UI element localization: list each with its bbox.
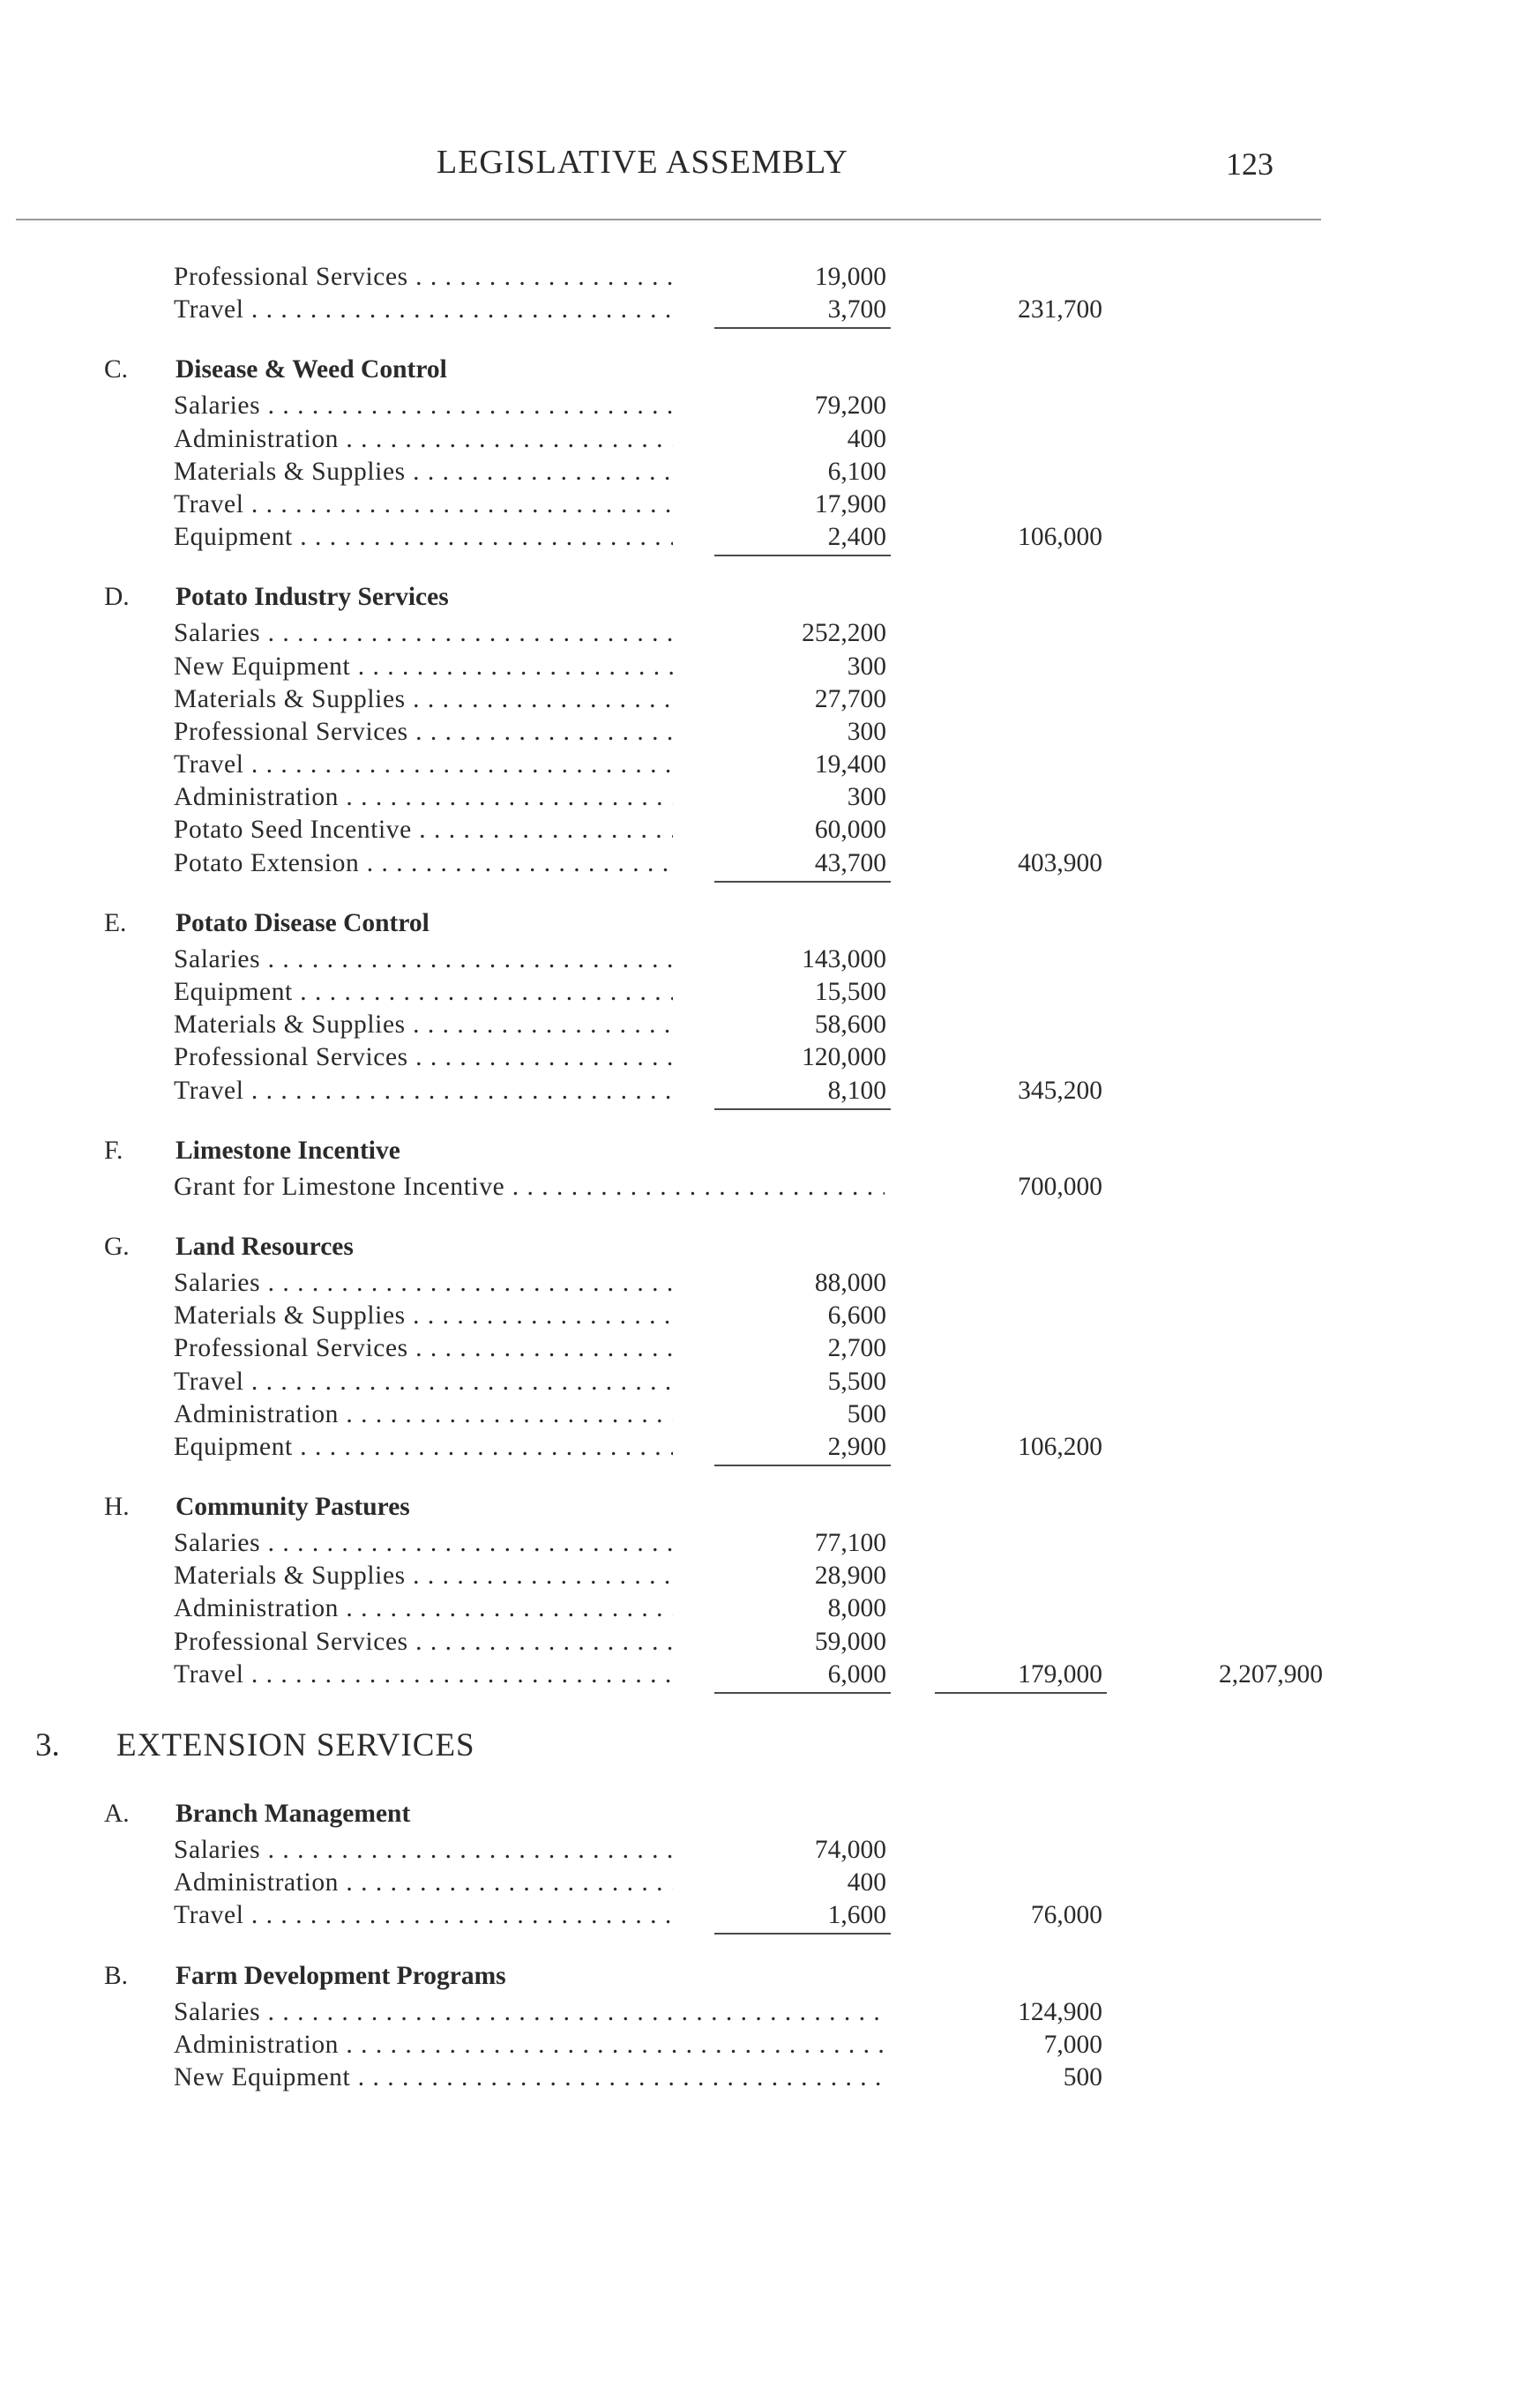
line-item-row [0, 488, 1516, 521]
line-item-amount: 400 [847, 424, 886, 453]
line-item-amount: 19,400 [814, 750, 886, 779]
line-item-row [0, 847, 1516, 880]
section-subtotal: 345,200 [1018, 1076, 1102, 1105]
section-subtotal: 179,000 [1018, 1659, 1102, 1689]
section-heading [0, 577, 1516, 617]
line-item-row [0, 1171, 1516, 1204]
line-item-amount: 28,900 [814, 1562, 886, 1591]
section-letter: F. [104, 1136, 123, 1165]
line-item-amount: 2,400 [827, 523, 886, 552]
line-item-row [0, 390, 1516, 422]
line-item-amount: 300 [847, 783, 886, 812]
line-item-label: Equipment . . . [174, 976, 673, 1009]
line-item-row [0, 456, 1516, 488]
section-total-amount: 7,000 [1043, 2030, 1102, 2059]
line-item-row [0, 1867, 1516, 1899]
subtotal-rule [714, 327, 891, 329]
line-item-label: Administration . . . [174, 1398, 673, 1431]
section-total-amount: 124,900 [1018, 1997, 1102, 2026]
line-item-label: Professional Services . . . [174, 1332, 673, 1365]
line-item-amount: 300 [847, 717, 886, 746]
line-item-row [0, 1560, 1516, 1592]
line-item-label: Travel . . . [174, 488, 673, 521]
line-item-row [0, 943, 1516, 976]
section-subtotal: 106,000 [1018, 523, 1102, 552]
line-item-label: Administration . . . [174, 1592, 673, 1625]
section-title: Community Pastures [175, 1493, 410, 1522]
section-title: Potato Disease Control [175, 908, 429, 937]
line-item-label: Professional Services . . . [174, 261, 673, 294]
line-item-label: Travel . . . [174, 1075, 673, 1107]
line-item-label: Professional Services . . . [174, 1626, 673, 1659]
line-item-amount: 59,000 [814, 1627, 886, 1656]
section-title: Limestone Incentive [175, 1136, 400, 1165]
line-item-row [0, 976, 1516, 1009]
grand-total: 2,207,900 [1219, 1659, 1323, 1689]
line-item-row [0, 261, 1516, 294]
section-letter: C. [104, 355, 129, 384]
section-heading [0, 1226, 1516, 1267]
line-item-row [0, 814, 1516, 846]
line-item-row [0, 1009, 1516, 1041]
line-item-label: Salaries . . . [174, 390, 673, 422]
line-item-amount: 120,000 [802, 1043, 886, 1072]
line-item-row [0, 1996, 1516, 2029]
line-item-label: Travel . . . [174, 749, 673, 781]
line-item-label: Materials & Supplies . . . [174, 1009, 673, 1041]
line-item-row [0, 1366, 1516, 1398]
section-title: Farm Development Programs [175, 1961, 506, 1990]
line-item-row [0, 521, 1516, 554]
line-item-label: Travel . . . [174, 294, 673, 326]
line-item-amount: 77,100 [814, 1529, 886, 1558]
line-item-amount: 43,700 [814, 848, 886, 877]
line-item-row [0, 1075, 1516, 1107]
grand-total-rule [935, 1692, 1107, 1694]
subtotal-rule [714, 881, 891, 883]
line-item-label: Grant for Limestone Incentive . . . [174, 1171, 885, 1204]
section-letter: E. [104, 908, 127, 937]
line-item-amount: 6,100 [827, 457, 886, 486]
line-item-label: Salaries . . . [174, 1834, 673, 1867]
line-item-row [0, 1834, 1516, 1867]
line-item-row [0, 1332, 1516, 1365]
line-item-amount: 58,600 [814, 1010, 886, 1040]
line-item-label: Salaries . . . [174, 1267, 673, 1300]
line-item-row [0, 749, 1516, 781]
line-item-label: Salaries . . . [174, 943, 673, 976]
line-item-label: Travel . . . [174, 1659, 673, 1691]
subtotal-rule [714, 1465, 891, 1466]
page-header-title: LEGISLATIVE ASSEMBLY [437, 144, 848, 181]
line-item-row [0, 2061, 1516, 2094]
line-item-amount: 8,000 [827, 1594, 886, 1623]
section-total-amount: 700,000 [1018, 1172, 1102, 1201]
line-item-amount: 60,000 [814, 816, 886, 845]
section-subtotal: 106,200 [1018, 1432, 1102, 1461]
major-section-number: 3. [35, 1727, 60, 1763]
line-item-label: Travel . . . [174, 1366, 673, 1398]
line-item-amount: 74,000 [814, 1836, 886, 1864]
line-item-amount: 143,000 [802, 944, 886, 973]
section-title: Disease & Weed Control [175, 355, 447, 384]
subtotal-rule [714, 555, 891, 556]
line-item-label: Materials & Supplies . . . [174, 1300, 673, 1332]
line-item-row [0, 617, 1516, 650]
line-item-amount: 3,700 [827, 295, 886, 324]
line-item-row [0, 1398, 1516, 1431]
line-item-label: Administration . . . [174, 781, 673, 814]
line-item-row [0, 294, 1516, 326]
line-item-row [0, 1431, 1516, 1464]
line-item-label: Professional Services . . . [174, 1041, 673, 1074]
line-item-label: Professional Services . . . [174, 716, 673, 749]
line-item-amount: 17,900 [814, 489, 886, 518]
subtotal-rule [714, 1933, 891, 1935]
section-heading [0, 1793, 1516, 1834]
line-item-row [0, 1267, 1516, 1300]
section-title: Potato Industry Services [175, 583, 449, 612]
line-item-row [0, 683, 1516, 716]
line-item-row [0, 1592, 1516, 1625]
line-item-row [0, 1899, 1516, 1932]
section-letter: H. [104, 1493, 130, 1522]
section-title: Branch Management [175, 1800, 411, 1828]
line-item-label: Equipment . . . [174, 1431, 673, 1464]
header-rule [16, 219, 1321, 220]
line-item-label: Administration . . . [174, 423, 673, 456]
section-letter: D. [104, 583, 130, 612]
line-item-amount: 8,100 [827, 1076, 886, 1105]
line-item-row [0, 2029, 1516, 2061]
line-item-label: New Equipment . . . [174, 651, 673, 683]
section-total-amount: 500 [1063, 2062, 1102, 2091]
line-item-amount: 19,000 [814, 263, 886, 291]
line-item-label: Salaries . . . [174, 1527, 673, 1560]
major-section-heading [0, 1721, 1516, 1771]
line-item-row [0, 1041, 1516, 1074]
section-heading [0, 1487, 1516, 1527]
estimates-table [0, 261, 1516, 2094]
section-heading [0, 1130, 1516, 1171]
line-item-row [0, 716, 1516, 749]
line-item-amount: 6,600 [827, 1301, 886, 1331]
line-item-label: New Equipment . . . [174, 2061, 885, 2094]
line-item-amount: 2,700 [827, 1334, 886, 1363]
section-heading [0, 349, 1516, 390]
line-item-label: Materials & Supplies . . . [174, 683, 673, 716]
major-section-title: EXTENSION SERVICES [116, 1727, 475, 1763]
line-item-amount: 1,600 [827, 1901, 886, 1930]
section-subtotal: 76,000 [1030, 1901, 1102, 1930]
line-item-row [0, 1527, 1516, 1560]
line-item-amount: 400 [847, 1868, 886, 1897]
line-item-amount: 2,900 [827, 1432, 886, 1461]
line-item-amount: 27,700 [814, 684, 886, 713]
line-item-label: Materials & Supplies . . . [174, 1560, 673, 1592]
line-item-label: Salaries . . . [174, 617, 673, 650]
section-subtotal: 231,700 [1018, 295, 1102, 324]
line-item-row [0, 423, 1516, 456]
line-item-row [0, 781, 1516, 814]
line-item-row [0, 1300, 1516, 1332]
line-item-amount: 252,200 [802, 619, 886, 648]
line-item-amount: 79,200 [814, 391, 886, 421]
section-heading [0, 903, 1516, 943]
section-title: Land Resources [175, 1232, 354, 1261]
line-item-label: Materials & Supplies . . . [174, 456, 673, 488]
line-item-row [0, 1659, 1516, 1691]
line-item-amount: 88,000 [814, 1268, 886, 1297]
line-item-row [0, 1626, 1516, 1659]
section-letter: G. [104, 1232, 130, 1261]
subtotal-rule [714, 1692, 891, 1694]
line-item-label: Administration . . . [174, 1867, 673, 1899]
section-subtotal: 403,900 [1018, 848, 1102, 877]
section-letter: B. [104, 1961, 129, 1990]
line-item-amount: 6,000 [827, 1659, 886, 1689]
line-item-label: Salaries . . . [174, 1996, 885, 2029]
line-item-amount: 500 [847, 1399, 886, 1428]
section-letter: A. [104, 1800, 130, 1828]
page-number: 123 [1226, 146, 1273, 182]
line-item-label: Potato Seed Incentive . . . [174, 814, 673, 846]
line-item-amount: 300 [847, 652, 886, 681]
subtotal-rule [714, 1108, 891, 1110]
line-item-row [0, 651, 1516, 683]
line-item-label: Equipment . . . [174, 521, 673, 554]
line-item-label: Travel . . . [174, 1899, 673, 1932]
line-item-label: Administration . . . [174, 2029, 885, 2061]
line-item-amount: 15,500 [814, 978, 886, 1006]
line-item-amount: 5,500 [827, 1367, 886, 1396]
section-heading [0, 1956, 1516, 1996]
line-item-label: Potato Extension . . . [174, 847, 673, 880]
